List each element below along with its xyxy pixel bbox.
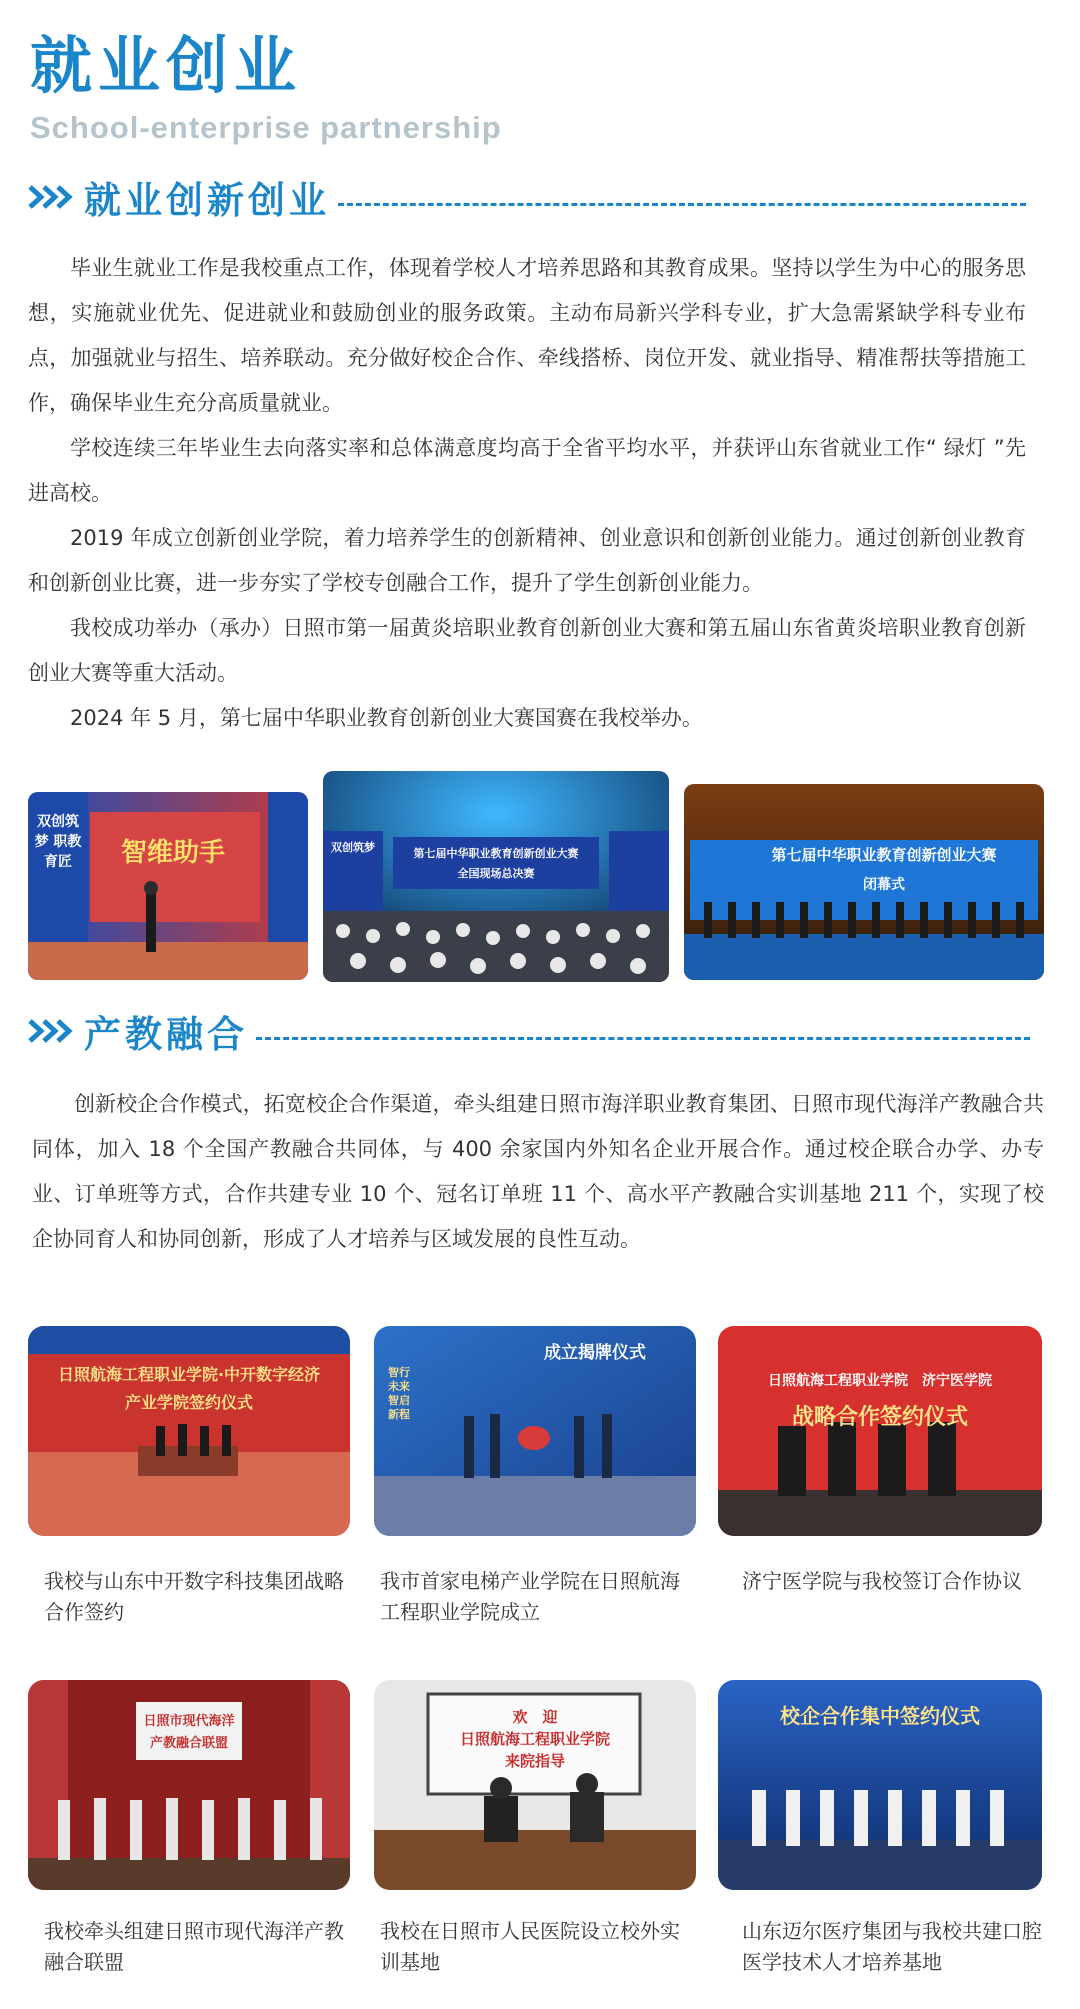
photo-final-venue — [323, 771, 669, 982]
double-chevron-icon — [28, 1018, 74, 1044]
card-banner-subtext: 日照航海工程职业学院 — [459, 1730, 610, 1748]
section-heading-integration — [28, 1006, 1030, 1056]
photo-card-zhongkai — [28, 1326, 350, 1536]
card-banner-caption: 来院指导 — [504, 1752, 565, 1770]
photo-side-text: 双创筑梦 职教育匠 — [34, 814, 82, 870]
card-caption: 济宁医学院与我校签订合作协议 — [742, 1569, 1022, 1593]
card-banner-subtext: 智行未来 智启新程 — [388, 1366, 410, 1421]
photo-card-jining — [718, 1326, 1042, 1536]
card-banner-text: 日照市现代海洋 — [143, 1714, 235, 1729]
section-heading-innovation — [28, 172, 1026, 222]
dashed-divider — [338, 203, 1026, 206]
paragraph: 2019 年成立创新创业学院，着力培养学生的创新精神、创业意识和创新创业能力。通过创新创业教育和创新创业比赛，进一步夯实了学校专创融合工作，提升了学生创新创业能力。 — [28, 526, 1026, 595]
card-banner-subtext: 战略合作签约仪式 — [791, 1405, 968, 1430]
dashed-divider — [256, 1037, 1030, 1040]
card-caption: 山东迈尔医疗集团与我校共建口腔医学技术人才培养基地 — [742, 1919, 1042, 1974]
card-banner-text: 欢 迎 — [512, 1708, 558, 1726]
card-caption: 我校牵头组建日照市现代海洋产教融合联盟 — [44, 1919, 344, 1974]
double-chevron-icon — [28, 184, 74, 210]
card-banner-text: 日照航海工程职业学院·中开数字经济 — [57, 1365, 321, 1384]
section-body-integration — [32, 1082, 1044, 1262]
card-banner-subtext: 产业学院签约仪式 — [124, 1393, 253, 1412]
card-banner-text: 日照航海工程职业学院 济宁医学院 — [768, 1373, 992, 1389]
photo-screen-subtext: 闭幕式 — [863, 877, 905, 893]
photo-side-text: 双创筑梦 — [331, 841, 375, 854]
paragraph: 学校连续三年毕业生去向落实率和总体满意度均高于全省平均水平，并获评山东省就业工作“ 绿灯 ”先进高校。 — [28, 436, 1026, 505]
page-title: 就业创业 — [30, 29, 303, 102]
card-banner-subtext: 产教融合联盟 — [149, 1736, 228, 1751]
photo-closing-ceremony — [684, 784, 1044, 980]
paragraph: 2024 年 5 月，第七届中华职业教育创新创业大赛国赛在我校举办。 — [70, 706, 703, 730]
photo-card-dental — [718, 1680, 1042, 1890]
card-caption: 我市首家电梯产业学院在日照航海工程职业学院成立 — [380, 1569, 680, 1624]
card-caption: 我校在日照市人民医院设立校外实训基地 — [380, 1919, 680, 1974]
photo-card-hospital — [374, 1680, 696, 1890]
paragraph: 我校成功举办（承办）日照市第一届黄炎培职业教育创新创业大赛和第五届山东省黄炎培职业教育创新创业大赛等重大活动。 — [28, 616, 1026, 685]
section-title: 产教融合 — [84, 1013, 248, 1056]
paragraph: 毕业生就业工作是我校重点工作，体现着学校人才培养思路和其教育成果。坚持以学生为中心的服务思想，实施就业优先、促进就业和鼓励创业的服务政策。主动布局新兴学科专业，扩大急需紧缺学科专业布点，加强就业与招生、培养联动。充分做好校企合作、牵线搭桥、岗位开发、就业指导、精准帮扶等措施工作，确保毕业生充分高质量就业。 — [28, 256, 1026, 415]
photo-card-alliance — [28, 1680, 350, 1890]
photo-contest-stage — [28, 792, 308, 980]
section-body-innovation — [28, 246, 1026, 741]
paragraph: 创新校企合作模式，拓宽校企合作渠道，牵头组建日照市海洋职业教育集团、日照市现代海洋产教融合共同体，加入 18 个全国产教融合共同体，与 400 余家国内外知名企业开展合作。通过校企联合办学、办专业、订单班等方式，合作共建专业 10 个、冠名订单班 11 个、高水平产教融合实训基地 211 个，实现了校企协同育人和协同创新，形成了人才培养与区域发展的良性互动。 — [32, 1092, 1044, 1251]
card-banner-text: 校企合作集中签约仪式 — [780, 1704, 980, 1728]
card-caption: 我校与山东中开数字科技集团战略合作签约 — [44, 1569, 344, 1624]
page-subtitle: School-enterprise partnership — [30, 110, 502, 145]
photo-screen-text: 第七届中华职业教育创新创业大赛 — [413, 847, 579, 860]
photo-screen-subtext: 全国现场总决赛 — [457, 867, 535, 880]
card-banner-text: 成立揭牌仪式 — [544, 1343, 646, 1363]
section-title: 就业创新创业 — [84, 179, 330, 222]
photo-card-elevator — [374, 1326, 696, 1536]
photo-screen-text: 第七届中华职业教育创新创业大赛 — [771, 846, 997, 864]
photo-screen-text: 智维助手 — [120, 838, 225, 868]
